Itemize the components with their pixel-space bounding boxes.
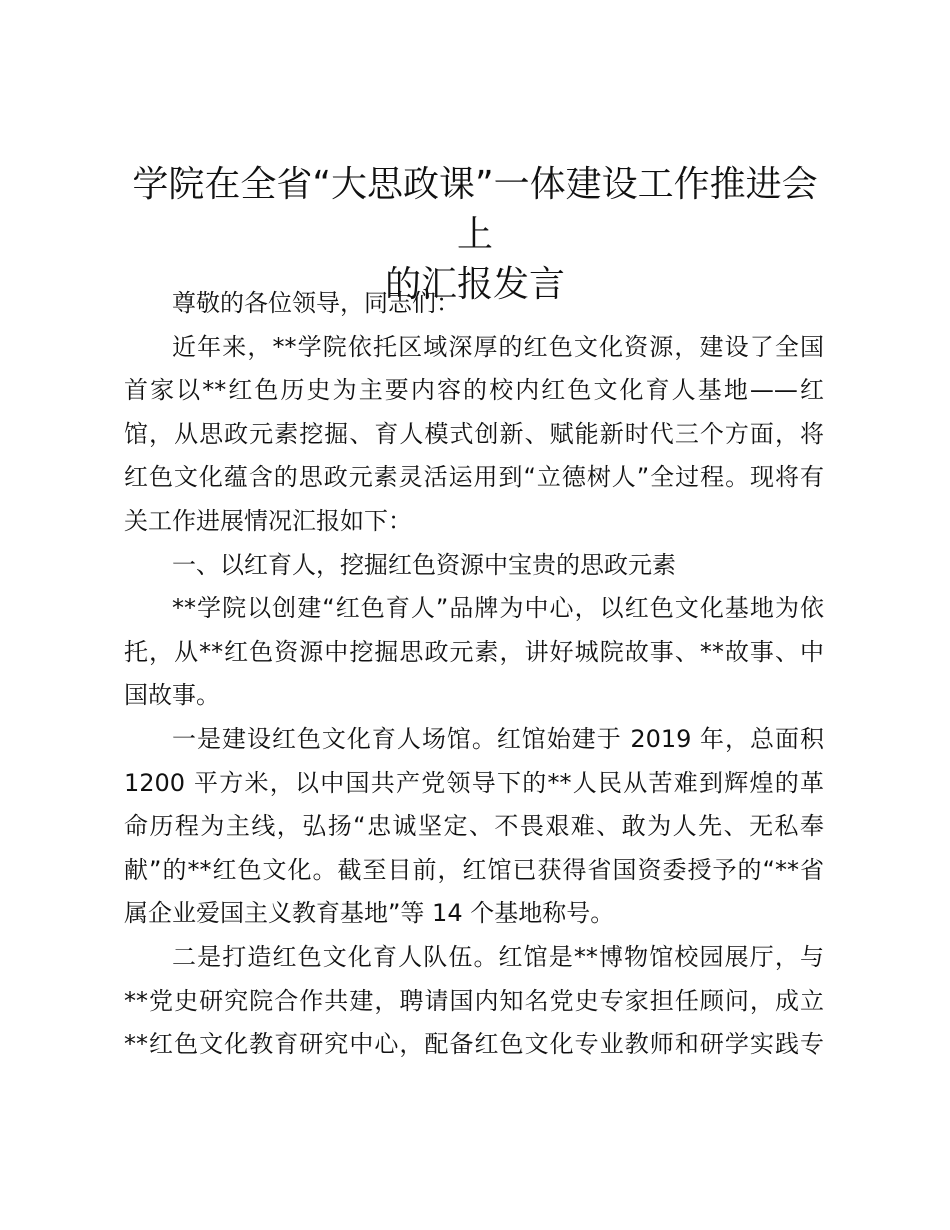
paragraph-line: 红色文化蕴含的思政元素灵活运用到“立德树人”全过程。现将有 <box>124 463 824 492</box>
paragraph-line: **党史研究院合作共建，聘请国内知名党史专家担任顾问，成立 <box>124 986 824 1015</box>
paragraph-line: **红色文化教育研究中心，配备红色文化专业教师和研学实践专 <box>124 1030 824 1059</box>
paragraph-line: 一是建设红色文化育人场馆。红馆始建于 2019 年，总面积 <box>172 724 824 753</box>
paragraph-line: **学院以创建“红色育人”品牌为中心，以红色文化基地为依 <box>172 594 824 623</box>
intro-paragraph <box>124 326 824 544</box>
paragraph-line: 国故事。 <box>124 681 220 710</box>
point-one-paragraph <box>124 718 824 936</box>
document-body <box>124 282 824 1067</box>
paragraph-line: 馆，从思政元素挖掘、育人模式创新、赋能新时代三个方面，将 <box>124 419 824 448</box>
heading-line: 一、以红育人，挖掘红色资源中宝贵的思政元素 <box>172 550 676 579</box>
title-line-2: 的汇报发言 <box>384 264 565 305</box>
section-heading <box>124 544 824 588</box>
title-line-1: 学院在全省“大思政课”一体建设工作推进会上 <box>132 164 818 255</box>
paragraph-line: 1200 平方米，以中国共产党领导下的**人民从苦难到辉煌的革 <box>124 768 824 797</box>
paragraph-line: 首家以**红色历史为主要内容的校内红色文化育人基地——红 <box>124 376 824 405</box>
paragraph-line: 托，从**红色资源中挖掘思政元素，讲好城院故事、**故事、中 <box>124 637 824 666</box>
paragraph-line: 献”的**红色文化。截至目前，红馆已获得省国资委授予的“**省 <box>124 855 824 884</box>
paragraph-line: 关工作进展情况汇报如下： <box>124 506 412 535</box>
point-two-paragraph <box>124 936 824 1067</box>
section-intro-paragraph <box>124 587 824 718</box>
salutation-paragraph <box>124 282 824 326</box>
paragraph-line: 属企业爱国主义教育基地”等 14 个基地称号。 <box>124 899 615 928</box>
paragraph-line: 命历程为主线，弘扬“忠诚坚定、不畏艰难、敢为人先、无私奉 <box>124 812 824 841</box>
paragraph-line: 二是打造红色文化育人队伍。红馆是**博物馆校园展厅，与 <box>172 942 824 971</box>
paragraph-line: 尊敬的各位领导，同志们： <box>172 289 460 317</box>
paragraph-line: 近年来，**学院依托区域深厚的红色文化资源，建设了全国 <box>172 332 824 361</box>
